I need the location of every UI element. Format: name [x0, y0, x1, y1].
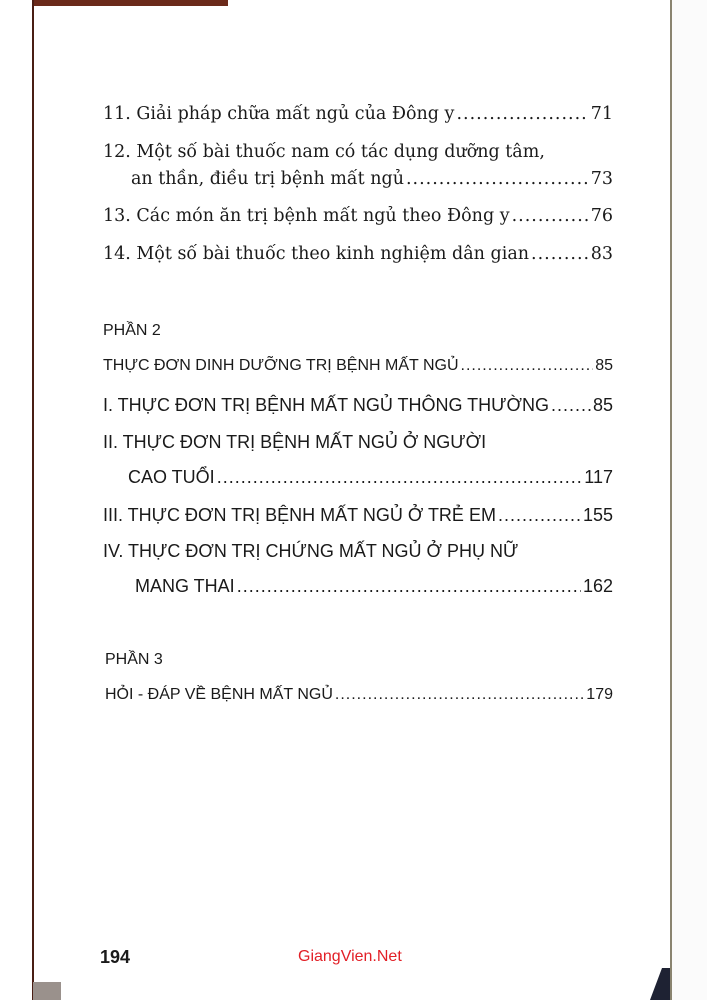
part-heading: PHẦN 3: [105, 651, 163, 668]
toc-entry-title: CAO TUỔI: [128, 467, 215, 487]
toc-page-number: 155: [582, 505, 613, 525]
toc-entry-title: an thần, điều trị bệnh mất ngủ: [131, 169, 404, 189]
toc-entry-title: 14. Một số bài thuốc theo kinh nghiệm dân gian: [103, 244, 530, 264]
watermark: GiangVien.Net: [298, 948, 402, 965]
page-margin: [672, 0, 707, 1000]
toc-entry[interactable]: [103, 104, 613, 124]
toc-page-number: 85: [592, 395, 613, 415]
dot-leader: [551, 395, 591, 416]
dot-leader: [461, 357, 594, 375]
toc-entry-line1: II. THỰC ĐƠN TRỊ BỆNH MẤT NGỦ Ở NGƯỜI: [103, 432, 487, 452]
part-heading: PHẦN 2: [103, 322, 161, 339]
toc-entry-line1: 12. Một số bài thuốc nam có tác dụng dưỡng tâm,: [103, 142, 545, 162]
toc-page-number: 73: [590, 169, 613, 189]
toc-entry[interactable]: [128, 467, 613, 488]
dot-leader: [512, 206, 589, 226]
toc-entry[interactable]: [103, 244, 613, 264]
page-number: 194: [100, 947, 131, 967]
toc-entry-title: I. THỰC ĐƠN TRỊ BỆNH MẤT NGỦ THÔNG THƯỜNG: [103, 395, 549, 415]
toc-page-number: 162: [582, 576, 613, 596]
toc-entry-title: THỰC ĐƠN DINH DƯỠNG TRỊ BỆNH MẤT NGỦ: [103, 357, 459, 374]
toc-entry[interactable]: [103, 505, 613, 526]
toc-entry-line1: IV. THỰC ĐƠN TRỊ CHỨNG MẤT NGỦ Ở PHỤ NỮ: [103, 541, 519, 561]
toc-page-number: 85: [595, 357, 613, 374]
dot-leader: [456, 104, 588, 124]
page-left-edge: [32, 0, 34, 1000]
page-corner-shadow: [33, 982, 61, 1000]
dot-leader: [237, 576, 581, 597]
page-corner-shadow: [650, 968, 670, 1000]
toc-entry[interactable]: [135, 576, 613, 597]
toc-entry[interactable]: [103, 395, 613, 416]
dot-leader: [498, 505, 581, 526]
dot-leader: [406, 169, 589, 189]
book-cover-edge: [33, 0, 228, 6]
dot-leader: [335, 686, 584, 704]
dot-leader: [217, 467, 583, 488]
toc-entry[interactable]: [131, 169, 613, 189]
toc-page-number: 83: [590, 244, 613, 264]
toc-entry-title: 13. Các món ăn trị bệnh mất ngủ theo Đông y: [103, 206, 510, 226]
toc-entry-title: III. THỰC ĐƠN TRỊ BỆNH MẤT NGỦ Ở TRẺ EM: [103, 505, 496, 525]
toc-page-number: 117: [584, 467, 613, 487]
toc-page-number: 76: [590, 206, 613, 226]
toc-entry-title: HỎI - ĐÁP VỀ BỆNH MẤT NGỦ: [105, 686, 333, 703]
part-title-entry[interactable]: [105, 686, 613, 704]
toc-page-number: 179: [586, 686, 613, 703]
toc-entry[interactable]: [103, 206, 613, 226]
toc-entry-title: 11. Giải pháp chữa mất ngủ của Đông y: [103, 104, 455, 124]
toc-page-number: 71: [590, 104, 613, 124]
part-title-entry[interactable]: [103, 357, 613, 375]
toc-entry-title: MANG THAI: [135, 576, 235, 596]
dot-leader: [531, 244, 589, 264]
